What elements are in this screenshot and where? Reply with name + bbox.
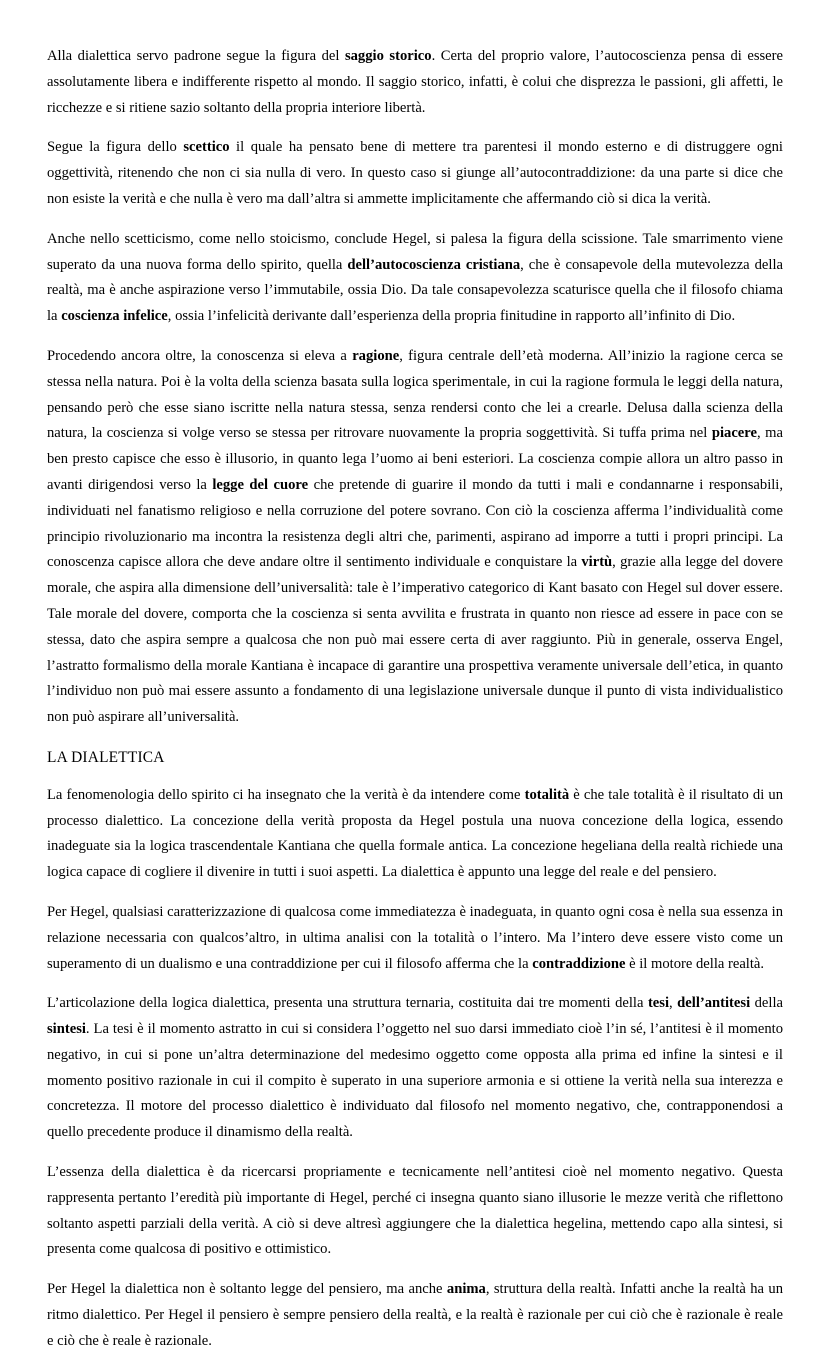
- emphasis-term: totalità: [524, 786, 570, 803]
- text-run: che pretende di guarire il mondo da tutti i mali e condannarne i responsabili, individuati nel fanatismo religioso e nella corruzione del potere sovrano. Con ciò la coscienza afferma l’individualità come principio rivoluzionario ma incontra la resistenza degli altri che, parimenti, aspirano ad imporre a tutti i propri principi. La conoscenza capisce allora che deve andare oltre il sentimento individuale e conquistare la: [47, 476, 784, 571]
- paragraph: [47, 1160, 783, 1263]
- text-run: La fenomenologia dello spirito ci ha insegnato che la verità è da intendere come: [47, 786, 525, 803]
- text-run: il quale ha pensato bene di mettere tra parentesi il mondo esterno e di distruggere ogni oggettività, ritenendo che non ci sia nulla di vero. In questo caso si giunge all’autocontraddizione: da una parte si dice che non esiste la verità e che nulla è vero ma dall’altra si ammette implicitamente che affermando ciò si dica la verità.: [47, 139, 783, 207]
- emphasis-term: piacere: [711, 425, 757, 442]
- text-run: . La tesi è il momento astratto in cui si considera l’oggetto nel suo darsi immediato cioè l’in sé, l’antitesi è il momento negativo, in cui si pone un’altra determinazione del medesimo oggetto come opposta alla prima ed infine la sintesi e il momento positivo razionale in cui il compito è superato in una superiore armonia e si ottiene la verità nella sua interezza e concretezza. Il motore del processo dialettico è individuato dal filosofo nel momento negativo, che, contrapponendosi a quello precedente produce il dinamismo della realtà.: [47, 1021, 783, 1141]
- emphasis-term: anima: [446, 1281, 486, 1298]
- emphasis-term: contraddizione: [532, 955, 626, 972]
- paragraph: [47, 991, 783, 1146]
- emphasis-term: coscienza infelice: [61, 308, 168, 325]
- text-run: , grazie alla legge del dovere morale, che aspira alla dimensione dell’universalità: tale è l’imperativo categorico di Kant basato con Hegel sul dover essere. Tale morale del dovere, comporta che la coscienza si senta avvilita e frustrata in quanto non riesce ad essere in pace con se stessa, dato che aspira sempre a qualcosa che non può mai essere certa di aver raggiunto. Più in generale, osserva Engel, l’astratto formalismo della morale Kantiana è incapace di garantire una prospettiva veramente universale dell’etica, in quanto l’individuo non può mai essere assunto a fondamento di una legislazione universale dunque il punto di vista individualistico non può aspirare all’universalità.: [47, 554, 783, 726]
- emphasis-term: ragione: [352, 347, 400, 364]
- emphasis-term: sintesi: [47, 1021, 86, 1038]
- emphasis-term: virtù: [581, 554, 613, 571]
- text-run: Segue la figura dello: [47, 139, 184, 156]
- text-run: . Certa del proprio valore, l’autocoscienza pensa di essere assolutamente libera e indifferente rispetto al mondo. Il saggio storico, infatti, è colui che disprezza le passioni, gli affetti, le ricchezze e si ritiene sazio soltanto della propria interiore libertà.: [47, 48, 783, 116]
- text-run: , che è consapevole della mutevolezza della realtà, ma è anche aspirazione verso l’immutabile, ossia Dio. Da tale consapevolezza scaturisce quella che il filosofo chiama la: [47, 256, 783, 325]
- text-run: ,: [669, 995, 678, 1012]
- emphasis-term: saggio storico: [344, 48, 432, 64]
- emphasis-term: scettico: [183, 139, 230, 156]
- text-run: L’essenza della dialettica è da ricercarsi propriamente e tecnicamente nell’antitesi cioè nel momento negativo. Questa rappresenta pertanto l’eredità più importante di Hegel, perché ci insegna quanto siano illusorie le mezze verità che riflettono soltanto aspetti parziali della verità. A ciò si deve altresì aggiungere che la dialettica hegelina, mettendo capo alla sintesi, si presenta come qualcosa di positivo e ottimistico.: [47, 1164, 783, 1258]
- paragraph: [47, 900, 783, 977]
- paragraph: [47, 1277, 783, 1354]
- text-run: Per Hegel, qualsiasi caratterizzazione di qualcosa come immediatezza è inadeguata, in quanto ogni cosa è nella sua essenza in relazione necessaria con qualcos’altro, in ultima analisi con la totalità o l’intero. Ma l’intero deve essere visto come un superamento di un dualismo e una contraddizione per cui il filosofo afferma che la: [47, 903, 783, 972]
- text-run: Anche nello scetticismo, come nello stoicismo, conclude Hegel, si palesa la figura della scissione. Tale smarrimento viene superato da una nuova forma dello spirito, quella: [47, 230, 783, 273]
- text-run: della: [750, 995, 784, 1012]
- document-body: [47, 44, 783, 1355]
- paragraph: [47, 135, 783, 212]
- section-heading: LA DIALETTICA: [47, 748, 165, 766]
- text-run: , struttura della realtà. Infatti anche la realtà ha un ritmo dialettico. Per Hegel il pensiero è sempre pensiero della realtà, e la realtà è razionale per cui ciò che è razionale è reale e ciò che è reale è razionale.: [47, 1281, 784, 1349]
- paragraph: [47, 344, 783, 731]
- text-run: , figura centrale dell’età moderna. All’inizio la ragione cerca se stessa nella natura. Poi è la volta della scienza basata sulla logica sperimentale, in cui la ragione formula le leggi della natura, pensando però che esse siano iscritte nella natura stessa, senza rendersi conto che lei a crearle. Delusa dalla scienza della natura, la coscienza si volge verso se stessa per ritrovare nuovamente la propria soggettività. Si tuffa prima nel: [47, 347, 784, 442]
- emphasis-term: legge del cuore: [212, 476, 309, 493]
- text-run: , ma ben presto capisce che esso è illusorio, in quanto lega l’uomo ai beni esteriori. La coscienza compie allora un altro passo in avanti dirigendosi verso la: [47, 425, 783, 493]
- text-run: è che tale totalità è il risultato di un processo dialettico. La concezione della verità proposta da Hegel postula una nuova concezione della logica, essendo inadeguate sia la logica trascendentale Kantiana che quella formale antica. La concezione hegeliana della realtà richiede una logica capace di cogliere il divenire in tutti i suoi aspetti. La dialettica è appunto una legge del reale e del pensiero.: [47, 786, 783, 881]
- text-run: Per Hegel la dialettica non è soltanto legge del pensiero, ma anche: [47, 1281, 447, 1298]
- text-run: Alla dialettica servo padrone segue la figura del: [47, 48, 345, 64]
- text-run: è il motore della realtà.: [625, 955, 765, 972]
- emphasis-term: dell’autocoscienza cristiana: [347, 256, 521, 273]
- emphasis-term: tesi: [647, 995, 670, 1012]
- paragraph: [47, 783, 783, 886]
- emphasis-term: dell’antitesi: [677, 995, 751, 1012]
- text-run: L’articolazione della logica dialettica, presenta una struttura ternaria, costituita dai tre momenti della: [47, 995, 648, 1012]
- paragraph: [47, 44, 783, 121]
- text-run: , ossia l’infelicità derivante dall’esperienza della propria finitudine in rapporto all’infinito di Dio.: [167, 308, 736, 325]
- paragraph: [47, 227, 783, 330]
- text-run: Procedendo ancora oltre, la conoscenza si eleva a: [47, 347, 353, 364]
